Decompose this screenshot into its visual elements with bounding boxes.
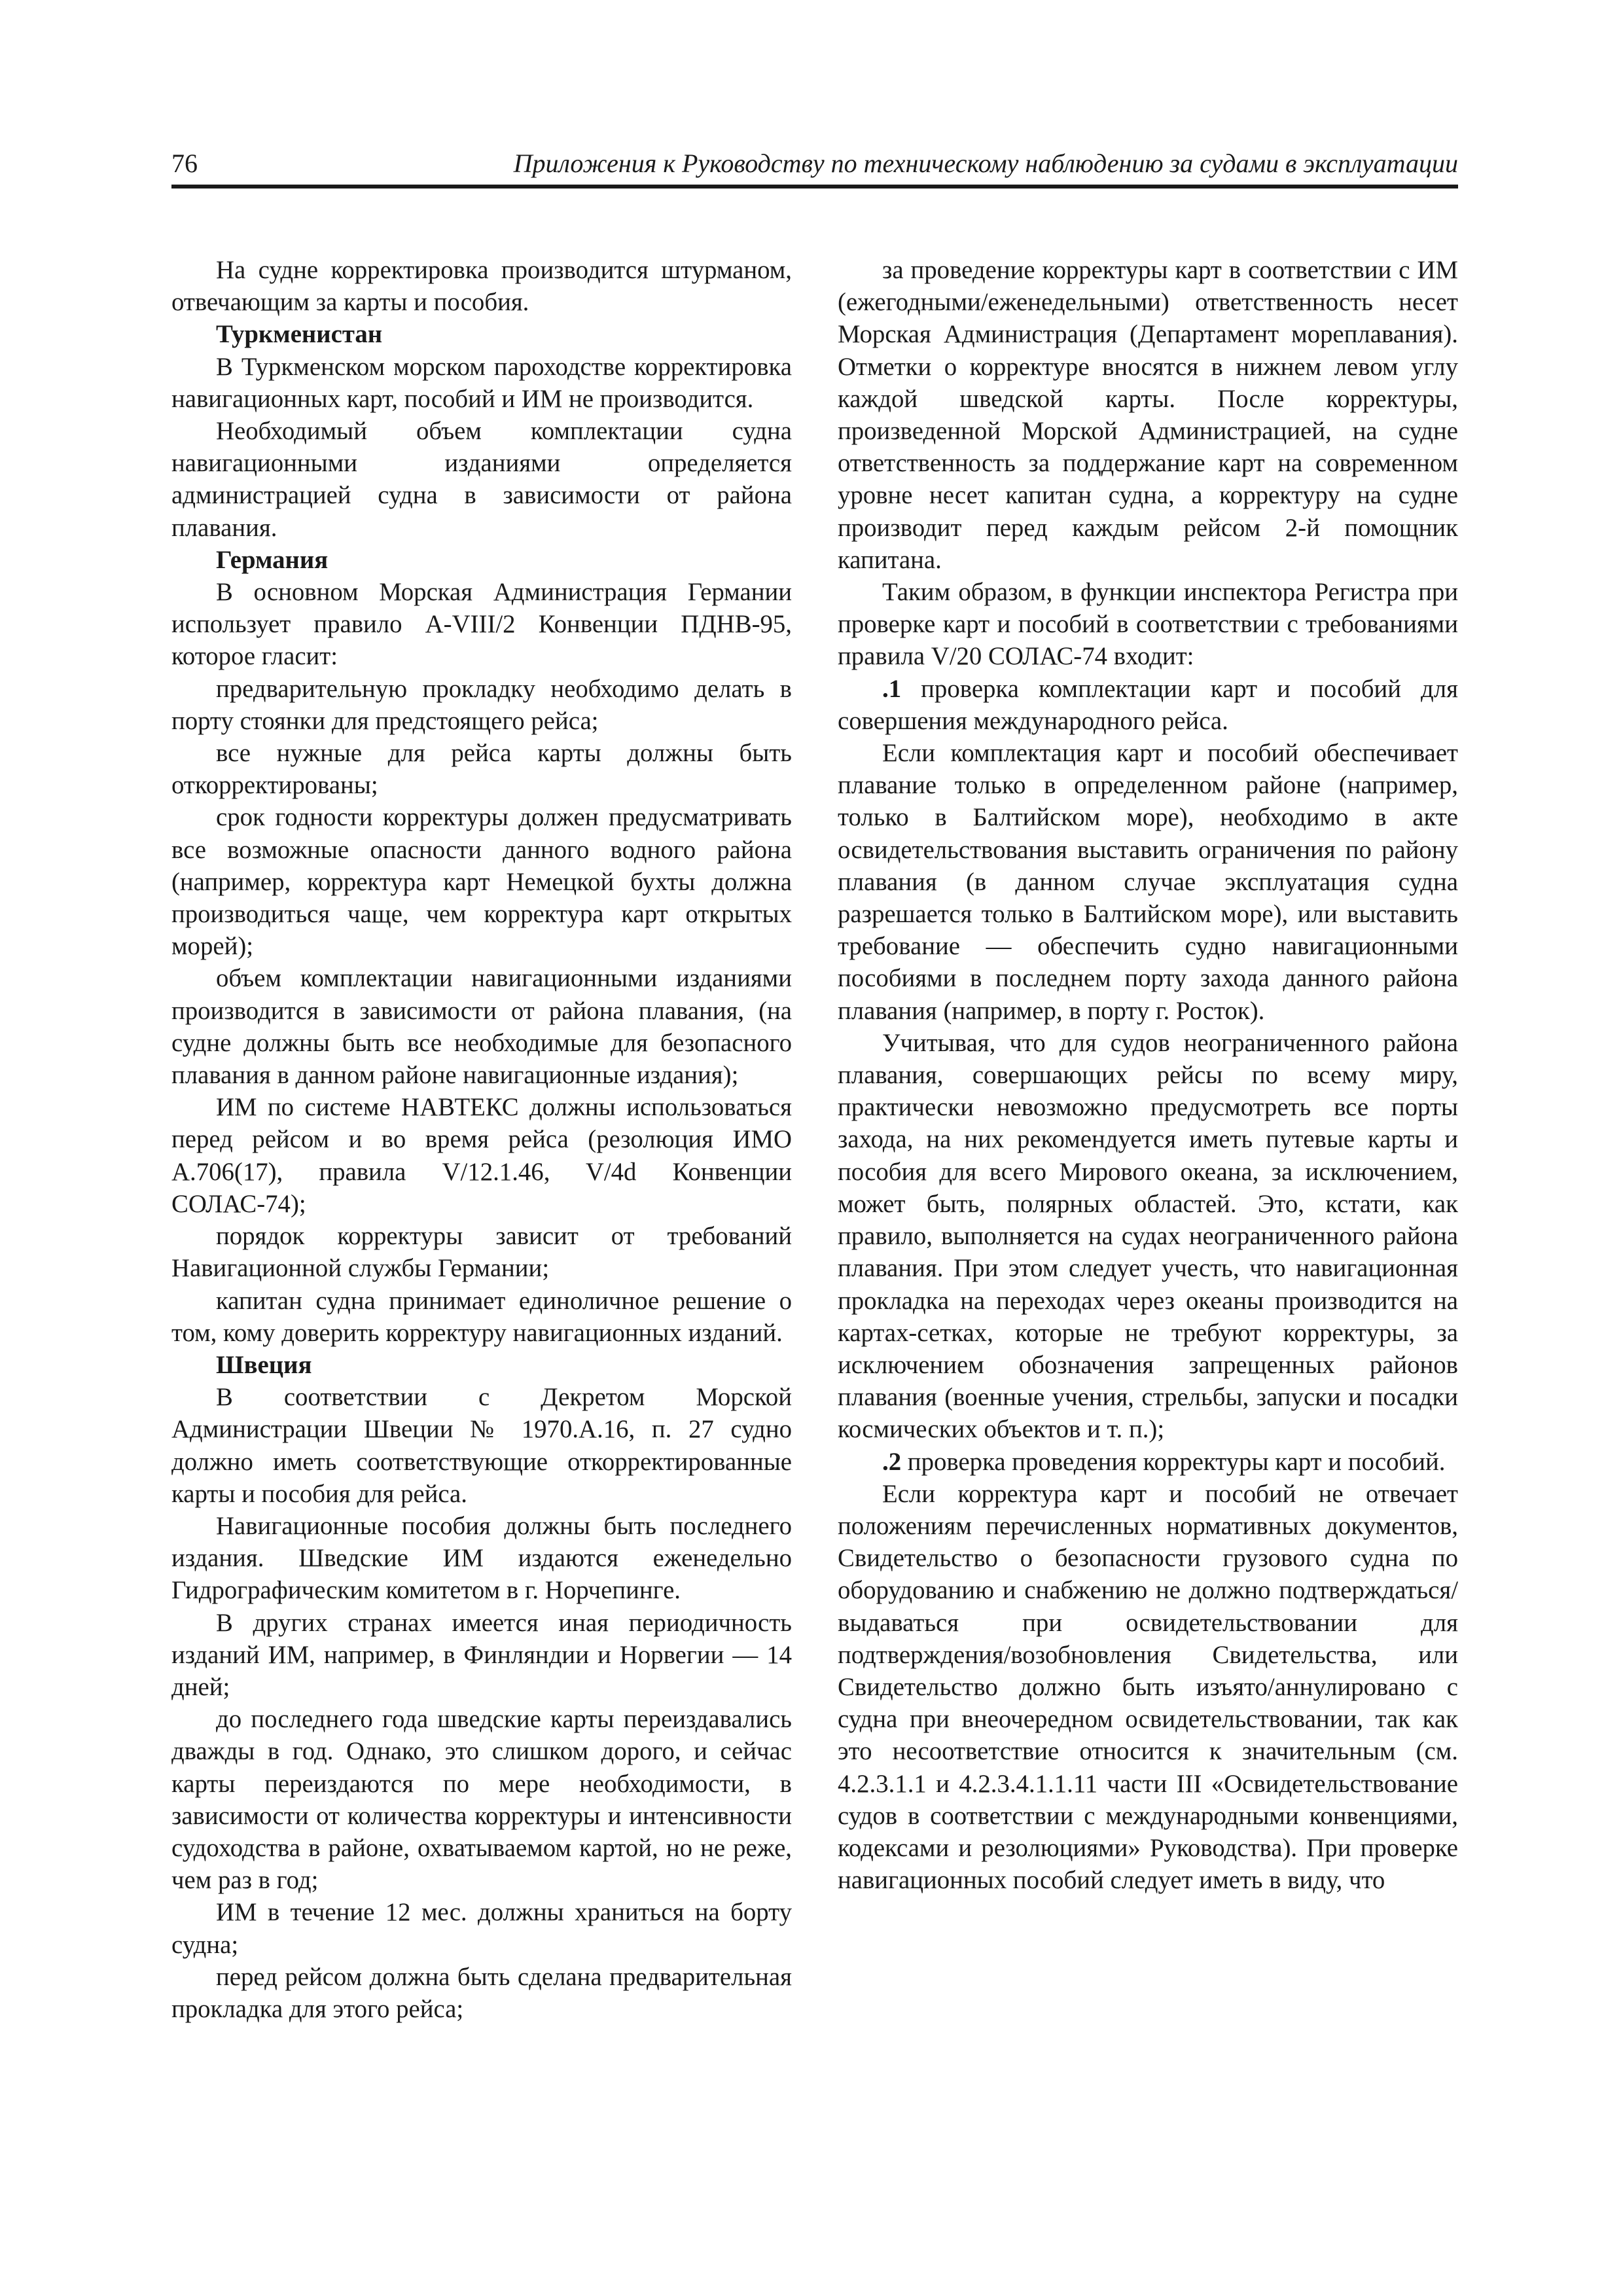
paragraph: В соответствии с Декретом Морской Администрации Швеции № 1970.А.16, п. 27 судно должно иметь соответствующие откорректированные карты и пособия для рейса. xyxy=(171,1383,792,1508)
section-heading-sweden: Швеция xyxy=(216,1350,312,1379)
paragraph: Если корректура карт и пособий не отвечает положениям перечисленных нормативных документов, Свидетельство о безопасности грузового судна по оборудованию и снабжению не должно подтверждаться/выдаваться при освидетельствовании для подтверждения/возобновления Свидетельства, или Свидетельство должно быть изъято/аннулировано с судна при внеочередном освидетельствовании, так как это несоответствие относится к значительным (см. 4.2.3.1.1 и 4.2.3.4.1.1.11 части III «Освидетельствование судов в соответствии с международными конвенциями, кодексами и резолюциями» Руководства). При проверке навигационных пособий следует иметь в виду, что xyxy=(838,1479,1458,1895)
list-item: объем комплектации навигационными изданиями производится в зависимости от района плавания, (на судне должны быть все необходимые для безопасного плавания в данном районе навигационные издания); xyxy=(171,964,792,1090)
paragraph: На судне корректировка производится штурманом, отвечающим за карты и пособия. xyxy=(171,256,792,317)
list-item: порядок корректуры зависит от требований Навигационной службы Германии; xyxy=(171,1222,792,1283)
numbered-item xyxy=(838,673,1458,737)
paragraph: В других странах имеется иная периодичность изданий ИМ, например, в Финляндии и Норвегии — 14 дней; xyxy=(171,1608,792,1701)
paragraph: В Туркменском морском пароходстве корректировка навигационных карт, пособий и ИМ не производится. xyxy=(171,352,792,413)
running-title: Приложения к Руководству по техническому наблюдению за судами в эксплуатации xyxy=(513,149,1458,178)
list-item: перед рейсом должна быть сделана предварительная прокладка для этого рейса; xyxy=(171,1962,792,2023)
paragraph: Если комплектация карт и пособий обеспечивает плавание только в определенном районе (например, только в Балтийском море), необходимо в акте освидетельствования выставить ограничения по району плавания (в данном случае эксплуатация судна разрешается только в Балтийском море), или выставить требование — обеспечить судно навигационными пособиями в последнем порту захода данного района плавания (например, в порту г. Росток). xyxy=(838,739,1458,1025)
paragraph: Навигационные пособия должны быть последнего издания. Шведские ИМ издаются еженедельно Гидрографическим комитетом в г. Норчепинге. xyxy=(171,1511,792,1605)
paragraph: Необходимый объем комплектации судна навигационными изданиями определяется администрацией судна в зависимости от района плавания. xyxy=(171,417,792,542)
item-text: проверка проведения корректуры карт и пособий. xyxy=(901,1447,1446,1476)
paragraph: Таким образом, в функции инспектора Регистра при проверке карт и пособий в соответствии с требованиями правила V/20 СОЛАС-74 входит: xyxy=(838,578,1458,671)
paragraph: Учитывая, что для судов неограниченного района плавания, совершающих рейсы по всему миру, практически невозможно предусмотреть все порты захода, на них рекомендуется иметь путевые карты и пособия для всего Мирового океана, за исключением, может быть, полярных областей. Это, кстати, как правило, выполняется на судах неограниченного района плавания. При этом следует учесть, что навигационная прокладка на переходах через океаны производится на картах-сетках, которые не требуют корректуры, за исключением обозначения запрещенных районов плавания (военные учения, стрельбы, запуски и посадки космических объектов и т. п.); xyxy=(838,1028,1458,1444)
list-item: ИМ по системе НАВТЕКС должны использоваться перед рейсом и во время рейса (резолюция ИМО А.706(17), правила V/12.1.46, V/4d Конвенции СОЛАС-74); xyxy=(171,1093,792,1218)
list-item: до последнего года шведские карты переиздавались дважды в год. Однако, это слишком дорого, и сейчас карты переиздаются по мере необходимости, в зависимости от количества корректуры и интенсивности судоходства в районе, охватываемом картой, но не реже, чем раз в год; xyxy=(171,1705,792,1895)
left-column xyxy=(171,254,792,2025)
item-number: .2 xyxy=(882,1447,902,1476)
section-heading-germany: Германия xyxy=(216,545,329,574)
paragraph: за проведение корректуры карт в соответствии с ИМ (ежегодными/еженедельными) ответственность несет Морская Администрация (Департамент мореплавания). Отметки о корректуре вносятся в нижнем левом углу каждой шведской карты. После корректуры, произведенной Морской Администрацией, на судне ответственность за поддержание карт на современном уровне несет капитан судна, а корректуру на судне производит перед каждым рейсом 2-й помощник капитана. xyxy=(838,256,1458,574)
item-number: .1 xyxy=(882,674,902,703)
list-item: предварительную прокладку необходимо делать в порту стоянки для предстоящего рейса; xyxy=(171,674,792,735)
item-text: проверка комплектации карт и пособий для совершения международного рейса. xyxy=(838,674,1458,735)
page-header xyxy=(171,144,1458,188)
numbered-item xyxy=(838,1446,1458,1478)
list-item: капитан судна принимает единоличное решение о том, кому доверить корректуру навигационных изданий. xyxy=(171,1286,792,1347)
page-number: 76 xyxy=(171,149,198,178)
paragraph: В основном Морская Администрация Германии использует правило A-VIII/2 Конвенции ПДНВ-95, которое гласит: xyxy=(171,578,792,671)
list-item: срок годности корректуры должен предусматривать все возможные опасности данного водного района (например, корректура карт Немецкой бухты должна производиться чаще, чем корректура карт открытых морей); xyxy=(171,803,792,961)
list-item: все нужные для рейса карты должны быть откорректированы; xyxy=(171,739,792,800)
right-column xyxy=(838,254,1458,1896)
section-heading-turkmenistan: Туркменистан xyxy=(216,320,383,349)
list-item: ИМ в течение 12 мес. должны храниться на борту судна; xyxy=(171,1898,792,1959)
